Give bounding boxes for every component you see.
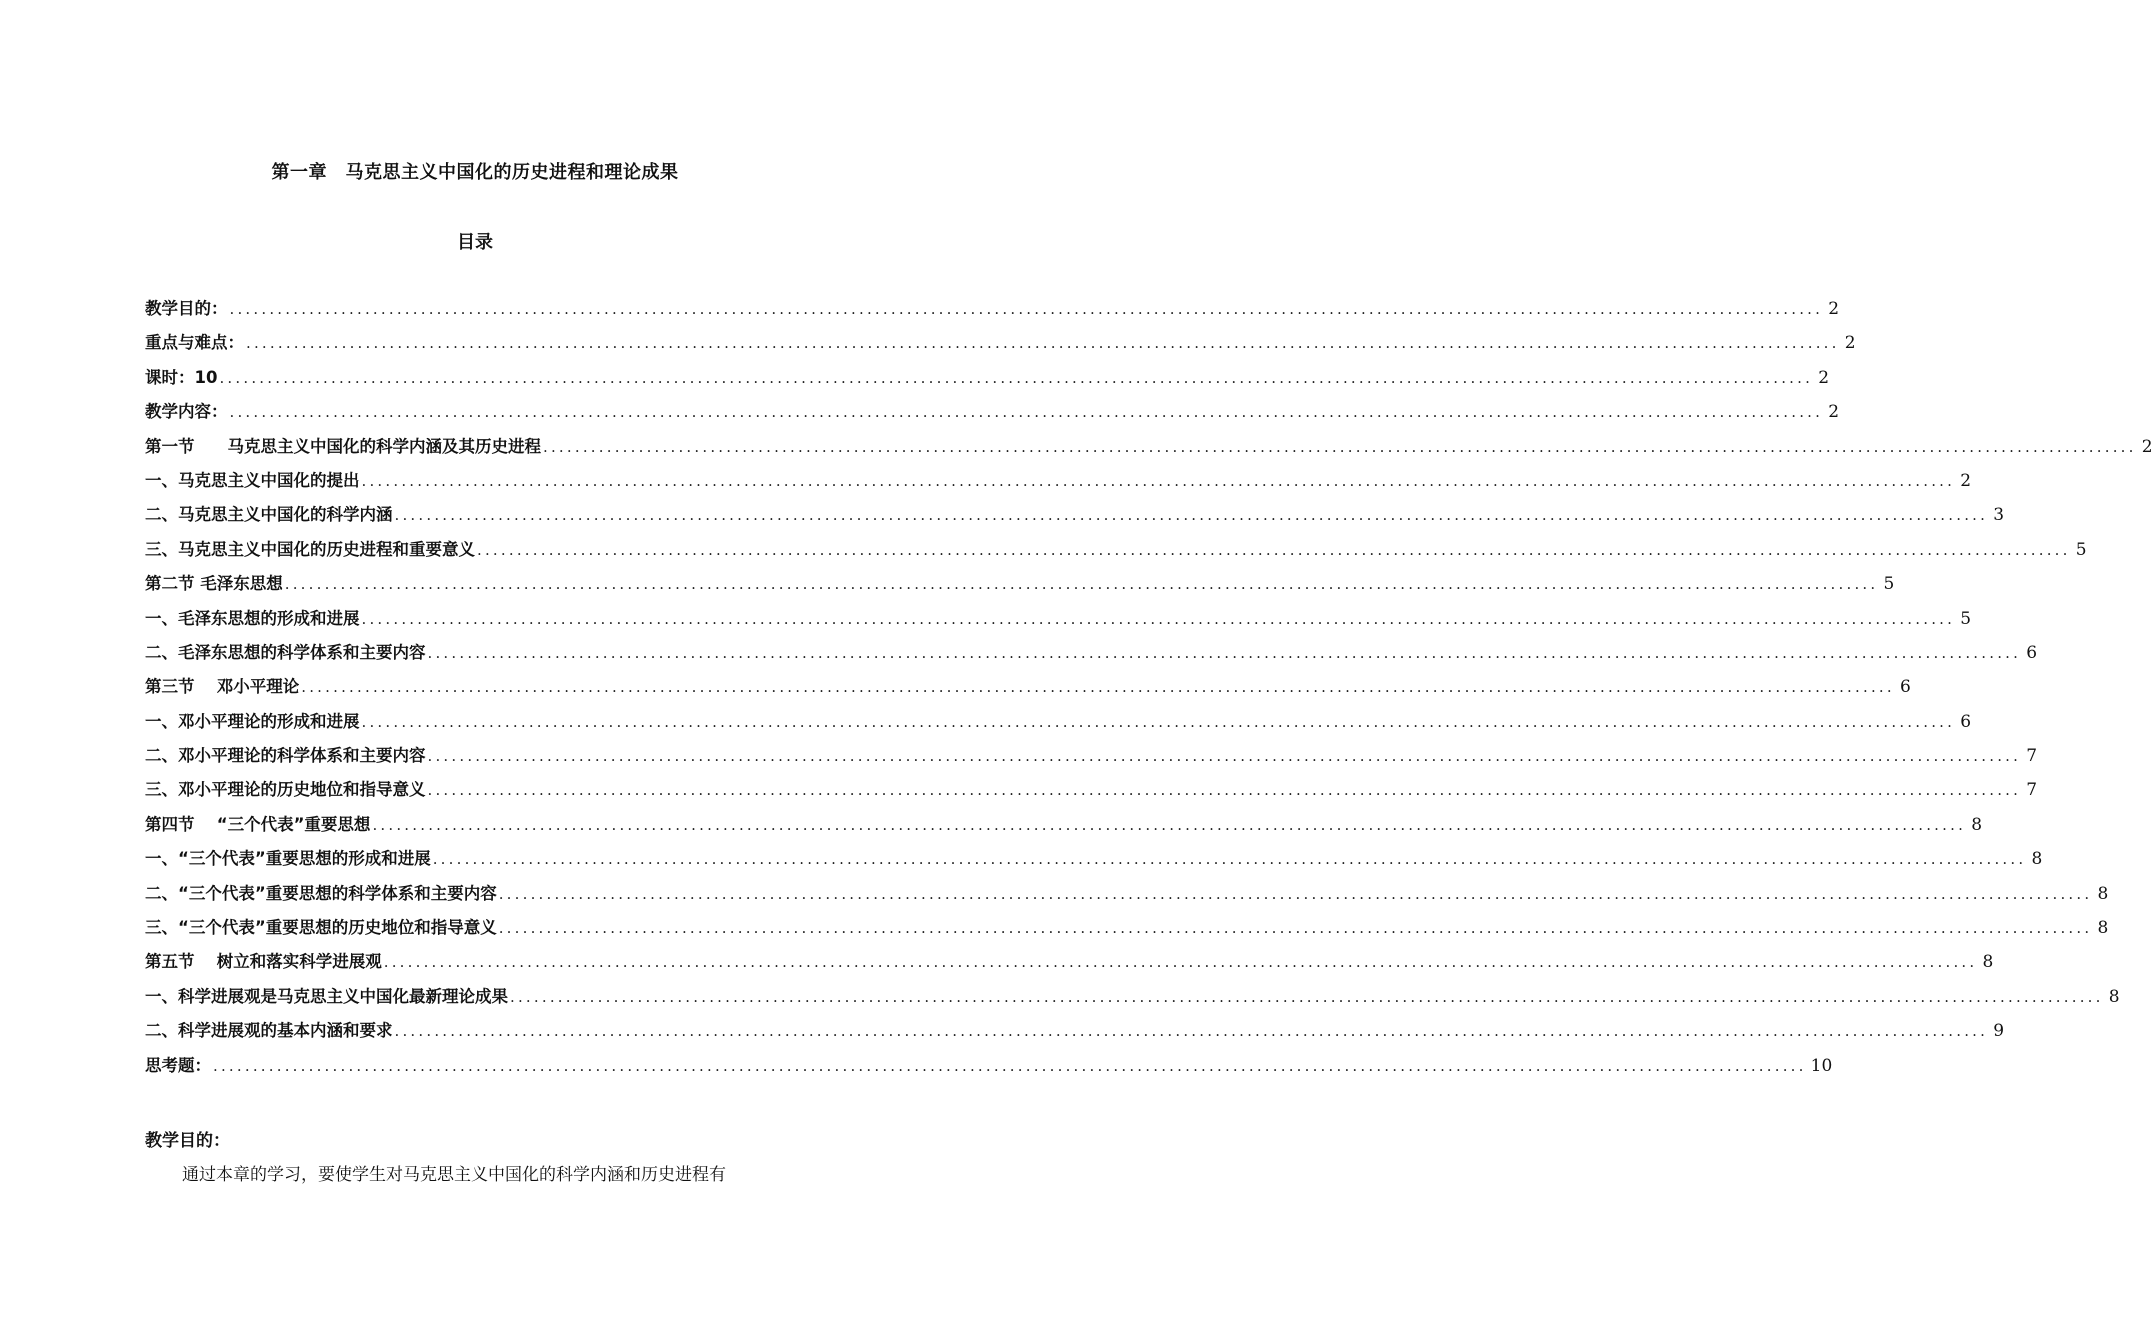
toc-entry[interactable] (145, 673, 1911, 707)
toc-entry-page: 8 (1971, 814, 1983, 835)
toc-entry[interactable] (145, 398, 1840, 432)
toc-entry[interactable] (145, 914, 2109, 948)
toc-leader-dots: ........................................................................................................................................................................................................ (477, 540, 2071, 559)
toc-entry[interactable] (145, 639, 2038, 673)
toc-leader-dots: ........................................................................................................................................................................................................ (284, 575, 1879, 594)
toc-entry-label: 第二节 毛泽东思想 (145, 574, 283, 594)
toc-entry-label: 三、邓小平理论的历史地位和指导意义 (145, 780, 426, 800)
toc-entry-label: 第三节 邓小平理论 (145, 677, 300, 697)
table-of-contents (145, 295, 2153, 1086)
toc-entry-page: 2 (2141, 436, 2153, 457)
toc-leader-dots: ........................................................................................................................................................................................................ (427, 643, 2022, 662)
toc-leader-dots: ........................................................................................................................................................................................................ (394, 1022, 1989, 1041)
toc-entry[interactable] (145, 501, 2005, 535)
toc-entry-page: 2 (1844, 333, 1856, 354)
toc-entry-label: 三、“三个代表”重要思想的历史地位和指导意义 (145, 918, 497, 938)
toc-entry[interactable] (145, 1052, 1833, 1086)
toc-entry-page: 2 (1960, 470, 1972, 491)
toc-entry-label: 第五节 树立和落实科学进展观 (145, 952, 382, 972)
toc-entry[interactable] (145, 776, 2038, 810)
section-heading: 教学目的： (145, 1131, 230, 1151)
toc-leader-dots: ........................................................................................................................................................................................................ (543, 437, 2137, 456)
toc-entry-label: 一、马克思主义中国化的提出 (145, 470, 360, 490)
toc-leader-dots: ........................................................................................................................................................................................................ (361, 471, 1956, 490)
toc-entry-label: 重点与难点： (145, 333, 244, 353)
toc-entry-label: 第四节 “三个代表”重要思想 (145, 814, 371, 834)
toc-entry[interactable] (145, 811, 1983, 845)
toc-leader-dots: ........................................................................................................................................................................................................ (219, 368, 1814, 387)
toc-leader-dots: ........................................................................................................................................................................................................ (383, 953, 1978, 972)
toc-entry-page: 5 (1960, 608, 1972, 629)
toc-entry-page: 2 (1828, 299, 1840, 319)
toc-entry[interactable] (145, 364, 1830, 398)
toc-entry-page: 8 (2097, 883, 2109, 904)
toc-leader-dots: ........................................................................................................................................................................................................ (229, 403, 1824, 422)
toc-entry[interactable] (145, 880, 2109, 914)
body-paragraph: 通过本章的学习，要使学生对马克思主义中国化的科学内涵和历史进程有 (182, 1165, 726, 1185)
toc-entry-page: 8 (2031, 849, 2043, 870)
toc-entry[interactable] (145, 708, 1972, 742)
toc-entry-page: 6 (1900, 677, 1911, 698)
toc-leader-dots: ........................................................................................................................................................................................................ (427, 781, 2022, 800)
toc-entry[interactable] (145, 983, 2120, 1017)
toc-entry-label: 一、毛泽东思想的形成和进展 (145, 608, 360, 628)
toc-leader-dots: ........................................................................................................................................................................................................ (361, 609, 1956, 628)
toc-leader-dots: ........................................................................................................................................................................................................ (510, 987, 2104, 1006)
chapter-title: 第一章 马克思主义中国化的历史进程和理论成果 (271, 162, 679, 183)
toc-entry[interactable] (145, 329, 1856, 363)
toc-leader-dots: ........................................................................................................................................................................................................ (394, 506, 1989, 525)
toc-entry-label: 二、“三个代表”重要思想的科学体系和主要内容 (145, 883, 497, 903)
toc-entry-label: 三、马克思主义中国化的历史进程和重要意义 (145, 539, 475, 559)
toc-entry-label: 教学目的： (145, 299, 228, 318)
toc-entry-page: 10 (1810, 1055, 1833, 1076)
toc-entry-label: 二、邓小平理论的科学体系和主要内容 (145, 746, 426, 766)
toc-leader-dots: ........................................................................................................................................................................................................ (229, 300, 1824, 318)
toc-entry-label: 二、毛泽东思想的科学体系和主要内容 (145, 642, 426, 662)
toc-leader-dots: ........................................................................................................................................................................................................ (498, 884, 2093, 903)
toc-entry-label: 二、马克思主义中国化的科学内涵 (145, 505, 393, 525)
toc-entry-label: 一、“三个代表”重要思想的形成和进展 (145, 849, 431, 869)
toc-leader-dots: ........................................................................................................................................................................................................ (427, 747, 2022, 766)
toc-entry-page: 6 (2026, 642, 2038, 663)
toc-entry-page: 8 (1982, 952, 1994, 973)
toc-entry-page: 2 (1828, 402, 1840, 423)
toc-entry-label: 教学内容： (145, 402, 228, 422)
toc-leader-dots: ........................................................................................................................................................................................................ (301, 678, 1895, 697)
toc-entry[interactable] (145, 467, 1972, 501)
toc-entry-page: 5 (2075, 539, 2087, 560)
toc-entry-page: 6 (1960, 711, 1972, 732)
toc-entry[interactable] (145, 536, 2087, 570)
toc-leader-dots: ........................................................................................................................................................................................................ (361, 712, 1956, 731)
toc-entry[interactable] (145, 948, 1994, 982)
toc-entry-page: 5 (1883, 574, 1895, 595)
toc-leader-dots: ........................................................................................................................................................................................................ (213, 1056, 1807, 1075)
toc-entry-page: 2 (1818, 367, 1830, 388)
toc-entry[interactable] (145, 742, 2038, 776)
toc-entry[interactable] (145, 1017, 2005, 1051)
toc-entry-label: 第一节 马克思主义中国化的科学内涵及其历史进程 (145, 436, 541, 456)
toc-entry[interactable] (145, 570, 1895, 604)
toc-entry-page: 3 (1993, 505, 2005, 526)
toc-entry-label: 课时：10 (145, 367, 218, 387)
toc-entry[interactable] (145, 845, 2043, 879)
toc-heading: 目录 (457, 232, 493, 253)
toc-entry-page: 9 (1993, 1021, 2005, 1042)
toc-entry[interactable] (145, 433, 2153, 467)
toc-entry-page: 7 (2026, 746, 2038, 767)
toc-entry-page: 8 (2097, 918, 2109, 939)
toc-leader-dots: ........................................................................................................................................................................................................ (498, 919, 2093, 938)
toc-entry[interactable] (145, 605, 1972, 639)
toc-entry-label: 思考题： (145, 1055, 211, 1075)
toc-entry-page: 7 (2026, 780, 2038, 801)
toc-entry-page: 8 (2108, 986, 2120, 1007)
toc-leader-dots: ........................................................................................................................................................................................................ (372, 815, 1967, 834)
toc-entry-label: 一、邓小平理论的形成和进展 (145, 711, 360, 731)
toc-leader-dots: ........................................................................................................................................................................................................ (246, 334, 1840, 353)
toc-leader-dots: ........................................................................................................................................................................................................ (432, 850, 2027, 869)
toc-entry-label: 一、科学进展观是马克思主义中国化最新理论成果 (145, 986, 508, 1006)
toc-entry-label: 二、科学进展观的基本内涵和要求 (145, 1021, 393, 1041)
toc-entry[interactable] (145, 295, 1840, 329)
